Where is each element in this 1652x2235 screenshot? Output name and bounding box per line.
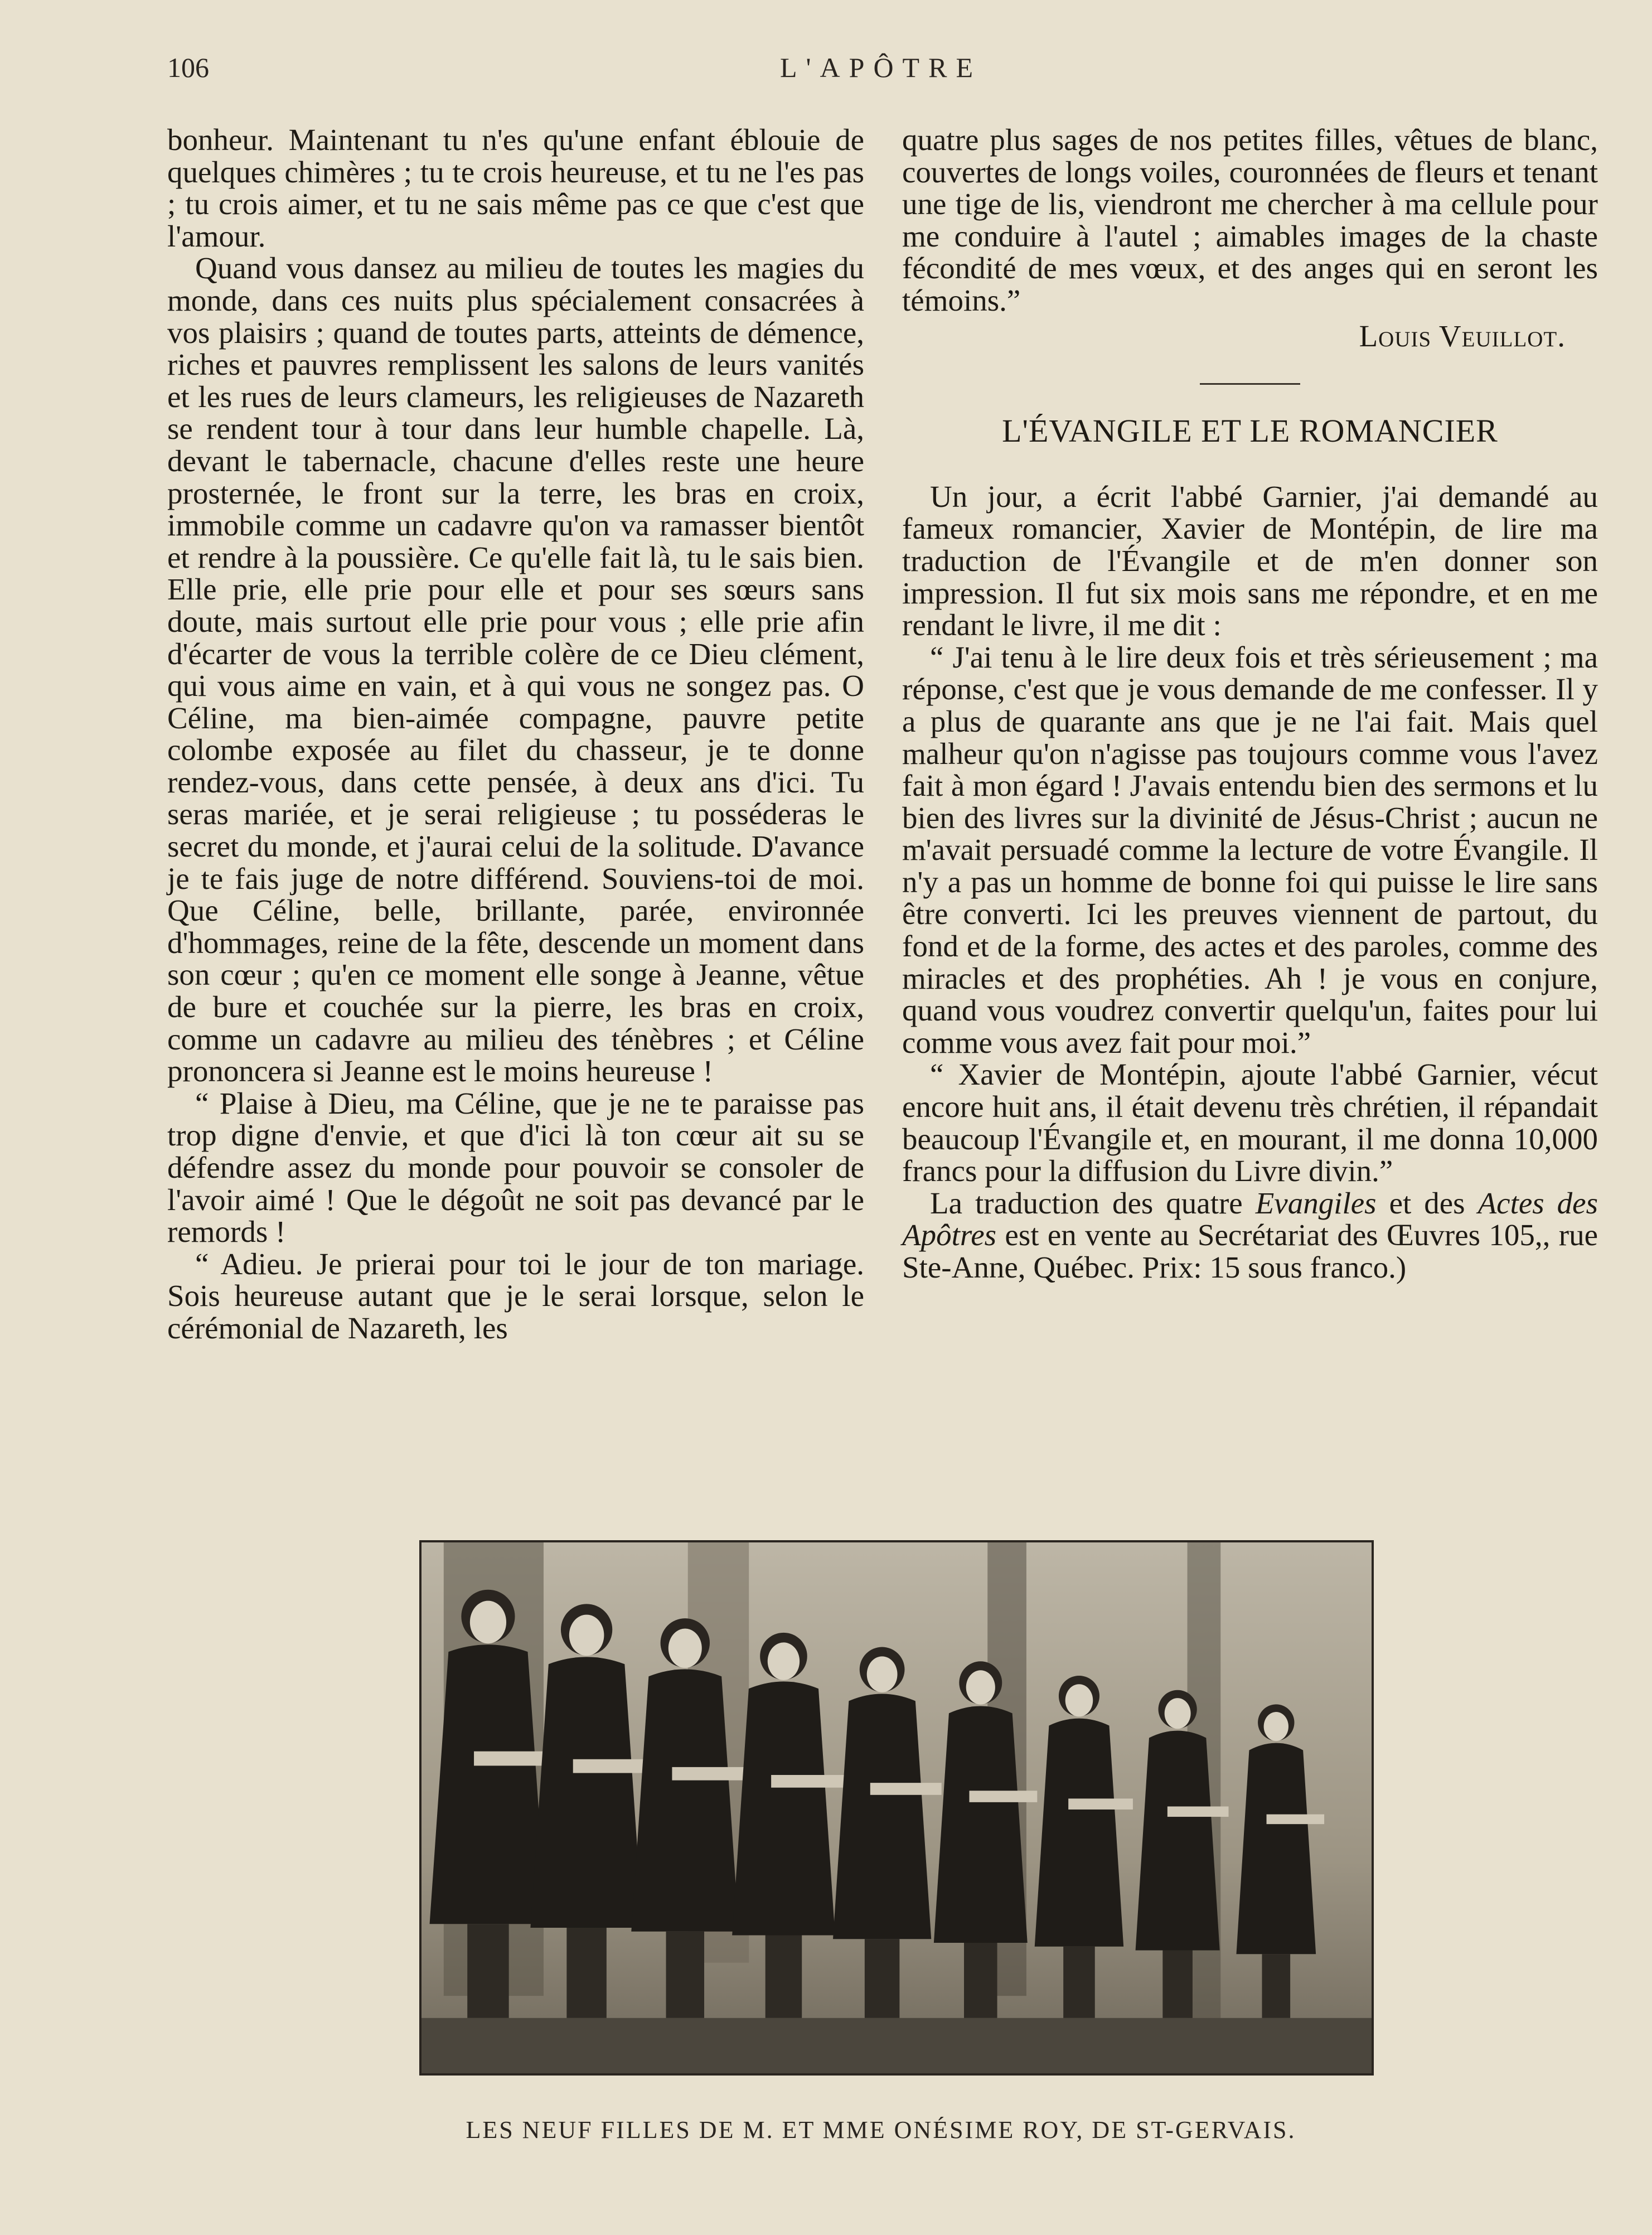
photo-illustration xyxy=(422,1542,1372,2073)
paragraph: “ Adieu. Je prierai pour toi le jour de ton mariage. Sois heureuse autant que je le serai lorsque, selon le cérémonial de Nazareth, les xyxy=(167,1246,864,1345)
closing-text: est en vente au Secrétariat des Œuvres 105,, rue Ste-Anne, Québec. Prix: 15 sous franco.) xyxy=(902,1218,1598,1284)
paragraph: “ Xavier de Montépin, ajoute l'abbé Garnier, vécut encore huit ans, il était devenu très chrétien, il répandait beaucoup l'Évangile et, en mourant, il me donna 10,000 francs pour la diffusion du Livre divin.” xyxy=(902,1057,1598,1188)
closing-text: La traduction des quatre xyxy=(930,1186,1256,1220)
paragraph: “ J'ai tenu à le lire deux fois et très sérieusement ; ma réponse, c'est que je vous demande de me confesser. Il y a plus de quarante ans que je ne l'ai fait. Mais quel malheur qu'on n'agisse pas toujours comme vous l'avez fait à mon égard ! J'avais entendu bien des sermons et lu bien des livres sur la divinité de Jésus-Christ ; aucun ne m'avait persuadé comme la lecture de votre Évangile. Il n'y a pas un homme de bonne foi qui puisse le lire sans être converti. Ici les preuves viennent de partout, du fond et de la forme, des actes et des paroles, comme des miracles et des prophéties. Ah ! je vous en conjure, quand vous voudrez convertir quelqu'un, faites pour lui comme vous avez fait pour moi.” xyxy=(902,640,1598,1060)
right-column xyxy=(902,124,1598,1284)
section-divider xyxy=(1200,383,1300,385)
closing-text: et des xyxy=(1376,1186,1478,1220)
paragraph: “ Plaise à Dieu, ma Céline, que je ne te paraisse pas trop digne d'envie, et que d'ici là ton cœur ait su se défendre assez du monde pour pouvoir se consoler de l'avoir aimé ! Que le dégoût ne soit pas devancé par le remords ! xyxy=(167,1086,864,1249)
left-column xyxy=(167,124,864,1344)
paragraph: Un jour, a écrit l'abbé Garnier, j'ai demandé au fameux romancier, Xavier de Montépin, de lire ma traduction de l'Évangile et de m'en donner son impression. Il fut six mois sans me répondre, et en me rendant le livre, il me dit : xyxy=(902,479,1598,642)
paragraph-continuation: quatre plus sages de nos petites filles, vêtues de blanc, couvertes de longs voiles, couronnées de fleurs et tenant une tige de lis, viendront me chercher à ma cellule pour me conduire à l'autel ; aimables images de la chaste fécondité de mes vœux, et des anges qui en seront les témoins.” xyxy=(902,123,1598,317)
photo-caption: LES NEUF FILLES DE M. ET MME ONÉSIME ROY, DE ST-GERVAIS. xyxy=(466,2116,1296,2144)
author-signature: Louis Veuillot. xyxy=(1359,318,1566,353)
paragraph: Quand vous dansez au milieu de toutes les magies du monde, dans ces nuits plus spécialement consacrées à vos plaisirs ; quand de toutes parts, atteints de démence, riches et pauvres remplissent les salons de leurs vanités et les rues de leurs clameurs, les religieuses de Nazareth se rendent tour à tour dans leur humble chapelle. Là, devant le tabernacle, chacune d'elles reste une heure prosternée, le front sur la terre, les bras en croix, immobile comme un cadavre qu'on va ramasser bientôt et rendre à la poussière. Ce qu'elle fait là, tu le sais bien. Elle prie, elle prie pour elle et pour ses sœurs sans doute, mais surtout elle prie pour vous ; elle prie afin d'écarter de vous la terrible colère de ce Dieu clément, qui vous aime en vain, et à qui vous ne songez pas. O Céline, ma bien-aimée compagne, pauvre petite colombe exposée au filet du chasseur, je te donne rendez-vous, dans cette pensée, à deux ans d'ici. Tu seras mariée, et je serai religieuse ; tu posséderas le secret du monde, et j'aurai celui de la solitude. D'avance je te fais juge de notre différend. Souviens-toi de moi. Que Céline, belle, brillante, parée, environnée d'hommages, reine de la fête, descende un moment dans son cœur ; qu'en ce moment elle songe à Jeanne, vêtue de bure et couchée sur la pierre, les bras en croix, comme un cadavre au milieu des ténèbres ; et Céline prononcera si Jeanne est le moins heureuse ! xyxy=(167,251,864,1089)
running-title: L'APÔTRE xyxy=(779,52,982,83)
section-title: L'ÉVANGILE ET LE ROMANCIER xyxy=(1002,413,1498,449)
paragraph: bonheur. Maintenant tu n'es qu'une enfant éblouie de quelques chimères ; tu te crois heureuse, et tu ne l'es pas ; tu crois aimer, et tu ne sais même pas ce que c'est que l'amour. xyxy=(167,123,864,253)
closing-italic-title: Evangiles xyxy=(1255,1186,1377,1220)
page-header xyxy=(167,51,1595,90)
group-photo xyxy=(419,1540,1374,2076)
page-number: 106 xyxy=(167,52,209,83)
closing-paragraph xyxy=(902,1187,1598,1284)
closing-italic-title: Actes des Apôtres xyxy=(902,1186,1598,1252)
